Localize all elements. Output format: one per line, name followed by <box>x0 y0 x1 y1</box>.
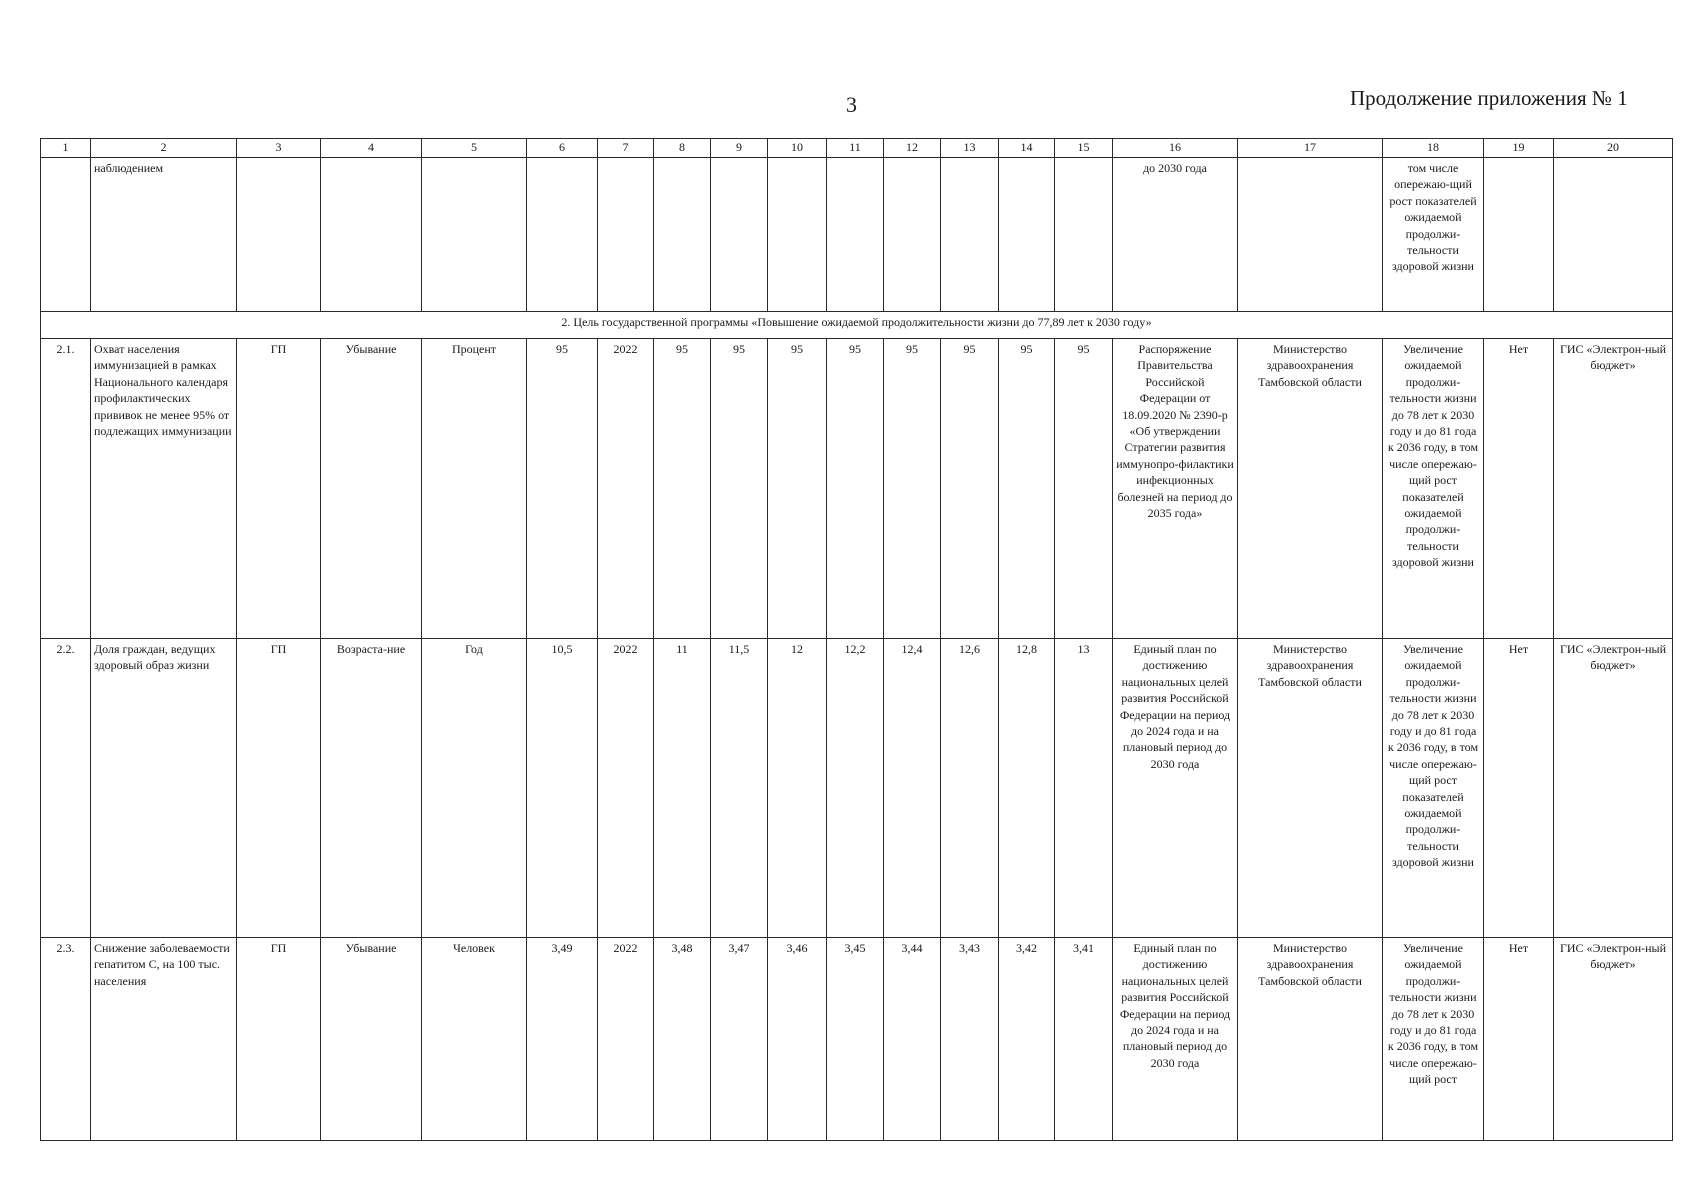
page-number: 3 <box>846 92 857 117</box>
col-header: 19 <box>1484 139 1554 158</box>
col-header: 10 <box>768 139 827 158</box>
col-header: 13 <box>941 139 999 158</box>
col-header: 16 <box>1113 139 1238 158</box>
indicator-level: ГП <box>237 639 321 938</box>
row-number: 2.1. <box>41 339 91 639</box>
info-system: ГИС «Электрон-ный бюджет» <box>1554 639 1673 938</box>
col-header: 5 <box>422 139 527 158</box>
value-cell: 3,44 <box>884 938 941 1141</box>
value-cell: 95 <box>941 339 999 639</box>
value-cell: 95 <box>999 339 1055 639</box>
col-header: 11 <box>827 139 884 158</box>
flag-cell: Нет <box>1484 339 1554 639</box>
expected-effect: Увеличение ожидаемой продолжи-тельности жизни до 78 лет к 2030 году и до 81 года к 2036 году, в том числе опережаю-щий рост <box>1383 938 1484 1141</box>
responsible-body: Министерство здравоохранения Тамбовской области <box>1238 639 1383 938</box>
indicator-trend: Убывание <box>321 938 422 1141</box>
responsible-body: Министерство здравоохранения Тамбовской области <box>1238 339 1383 639</box>
unit: Процент <box>422 339 527 639</box>
col-header: 9 <box>711 139 768 158</box>
indicator-level: ГП <box>237 938 321 1141</box>
col-header: 3 <box>237 139 321 158</box>
value-cell: 13 <box>1055 639 1113 938</box>
value-cell: 95 <box>1055 339 1113 639</box>
expected-effect: том числе опережаю-щий рост показателей ожидаемой продолжи-тельности здоровой жизни <box>1383 158 1484 312</box>
unit: Год <box>422 639 527 938</box>
col-header: 20 <box>1554 139 1673 158</box>
value-cell: 12,2 <box>827 639 884 938</box>
indicator-name: Доля граждан, ведущих здоровый образ жизни <box>91 639 237 938</box>
flag-cell: Нет <box>1484 639 1554 938</box>
source-document: Распоряжение Правительства Российской Федерации от 18.09.2020 № 2390-р «Об утверждении Стратегии развития иммунопро-филактики инфекционных болезней на период до 2035 года» <box>1113 339 1238 639</box>
base-year: 2022 <box>598 938 654 1141</box>
indicator-name: наблюдением <box>91 158 237 312</box>
expected-effect: Увеличение ожидаемой продолжи-тельности жизни до 78 лет к 2030 году и до 81 года к 2036 году, в том числе опережаю-щий рост показателей ожидаемой продолжи-тельности здоровой жизни <box>1383 639 1484 938</box>
base-value: 95 <box>527 339 598 639</box>
goal-heading: 2. Цель государственной программы «Повышение ожидаемой продолжительности жизни до 77,89 лет к 2030 году» <box>41 312 1673 339</box>
indicator-level: ГП <box>237 339 321 639</box>
value-cell: 3,43 <box>941 938 999 1141</box>
indicator-trend: Убывание <box>321 339 422 639</box>
col-header: 7 <box>598 139 654 158</box>
source-document: до 2030 года <box>1113 158 1238 312</box>
indicator-trend: Возраста-ние <box>321 639 422 938</box>
base-value: 10,5 <box>527 639 598 938</box>
value-cell: 95 <box>884 339 941 639</box>
col-header: 14 <box>999 139 1055 158</box>
col-header: 18 <box>1383 139 1484 158</box>
goal-heading-row <box>41 312 1673 339</box>
value-cell: 11,5 <box>711 639 768 938</box>
value-cell: 3,42 <box>999 938 1055 1141</box>
indicator-name: Охват населения иммунизацией в рамках Национального календаря профилактических прививок не менее 95% от подлежащих иммунизации <box>91 339 237 639</box>
value-cell: 3,41 <box>1055 938 1113 1141</box>
responsible-body: Министерство здравоохранения Тамбовской области <box>1238 938 1383 1141</box>
col-header: 17 <box>1238 139 1383 158</box>
value-cell: 11 <box>654 639 711 938</box>
base-year: 2022 <box>598 639 654 938</box>
flag-cell: Нет <box>1484 938 1554 1141</box>
base-value: 3,49 <box>527 938 598 1141</box>
source-document: Единый план по достижению национальных целей развития Российской Федерации на период до 2024 года и на плановый период до 2030 года <box>1113 938 1238 1141</box>
value-cell: 95 <box>654 339 711 639</box>
col-header: 6 <box>527 139 598 158</box>
col-header: 2 <box>91 139 237 158</box>
value-cell: 95 <box>711 339 768 639</box>
value-cell: 12,6 <box>941 639 999 938</box>
unit: Человек <box>422 938 527 1141</box>
value-cell: 95 <box>768 339 827 639</box>
row-number: 2.3. <box>41 938 91 1141</box>
expected-effect: Увеличение ожидаемой продолжи-тельности жизни до 78 лет к 2030 году и до 81 года к 2036 году, в том числе опережаю-щий рост показателей ожидаемой продолжи-тельности здоровой жизни <box>1383 339 1484 639</box>
table-row <box>41 938 1673 1141</box>
indicator-name: Снижение заболеваемости гепатитом С, на 100 тыс. населения <box>91 938 237 1141</box>
table-row <box>41 639 1673 938</box>
col-header: 4 <box>321 139 422 158</box>
value-cell: 3,46 <box>768 938 827 1141</box>
value-cell: 3,48 <box>654 938 711 1141</box>
value-cell: 3,47 <box>711 938 768 1141</box>
info-system: ГИС «Электрон-ный бюджет» <box>1554 339 1673 639</box>
appendix-title: Продолжение приложения № 1 <box>1350 86 1628 110</box>
info-system: ГИС «Электрон-ный бюджет» <box>1554 938 1673 1141</box>
value-cell: 95 <box>827 339 884 639</box>
indicators-table <box>40 138 1673 1141</box>
col-header: 12 <box>884 139 941 158</box>
col-header: 8 <box>654 139 711 158</box>
base-year: 2022 <box>598 339 654 639</box>
continuation-row <box>41 158 1673 312</box>
source-document: Единый план по достижению национальных целей развития Российской Федерации на период до 2024 года и на плановый период до 2030 года <box>1113 639 1238 938</box>
value-cell: 12,8 <box>999 639 1055 938</box>
table-row <box>41 339 1673 639</box>
value-cell: 12 <box>768 639 827 938</box>
value-cell: 3,45 <box>827 938 884 1141</box>
row-number: 2.2. <box>41 639 91 938</box>
column-number-row <box>41 139 1673 158</box>
col-header: 15 <box>1055 139 1113 158</box>
value-cell: 12,4 <box>884 639 941 938</box>
col-header: 1 <box>41 139 91 158</box>
